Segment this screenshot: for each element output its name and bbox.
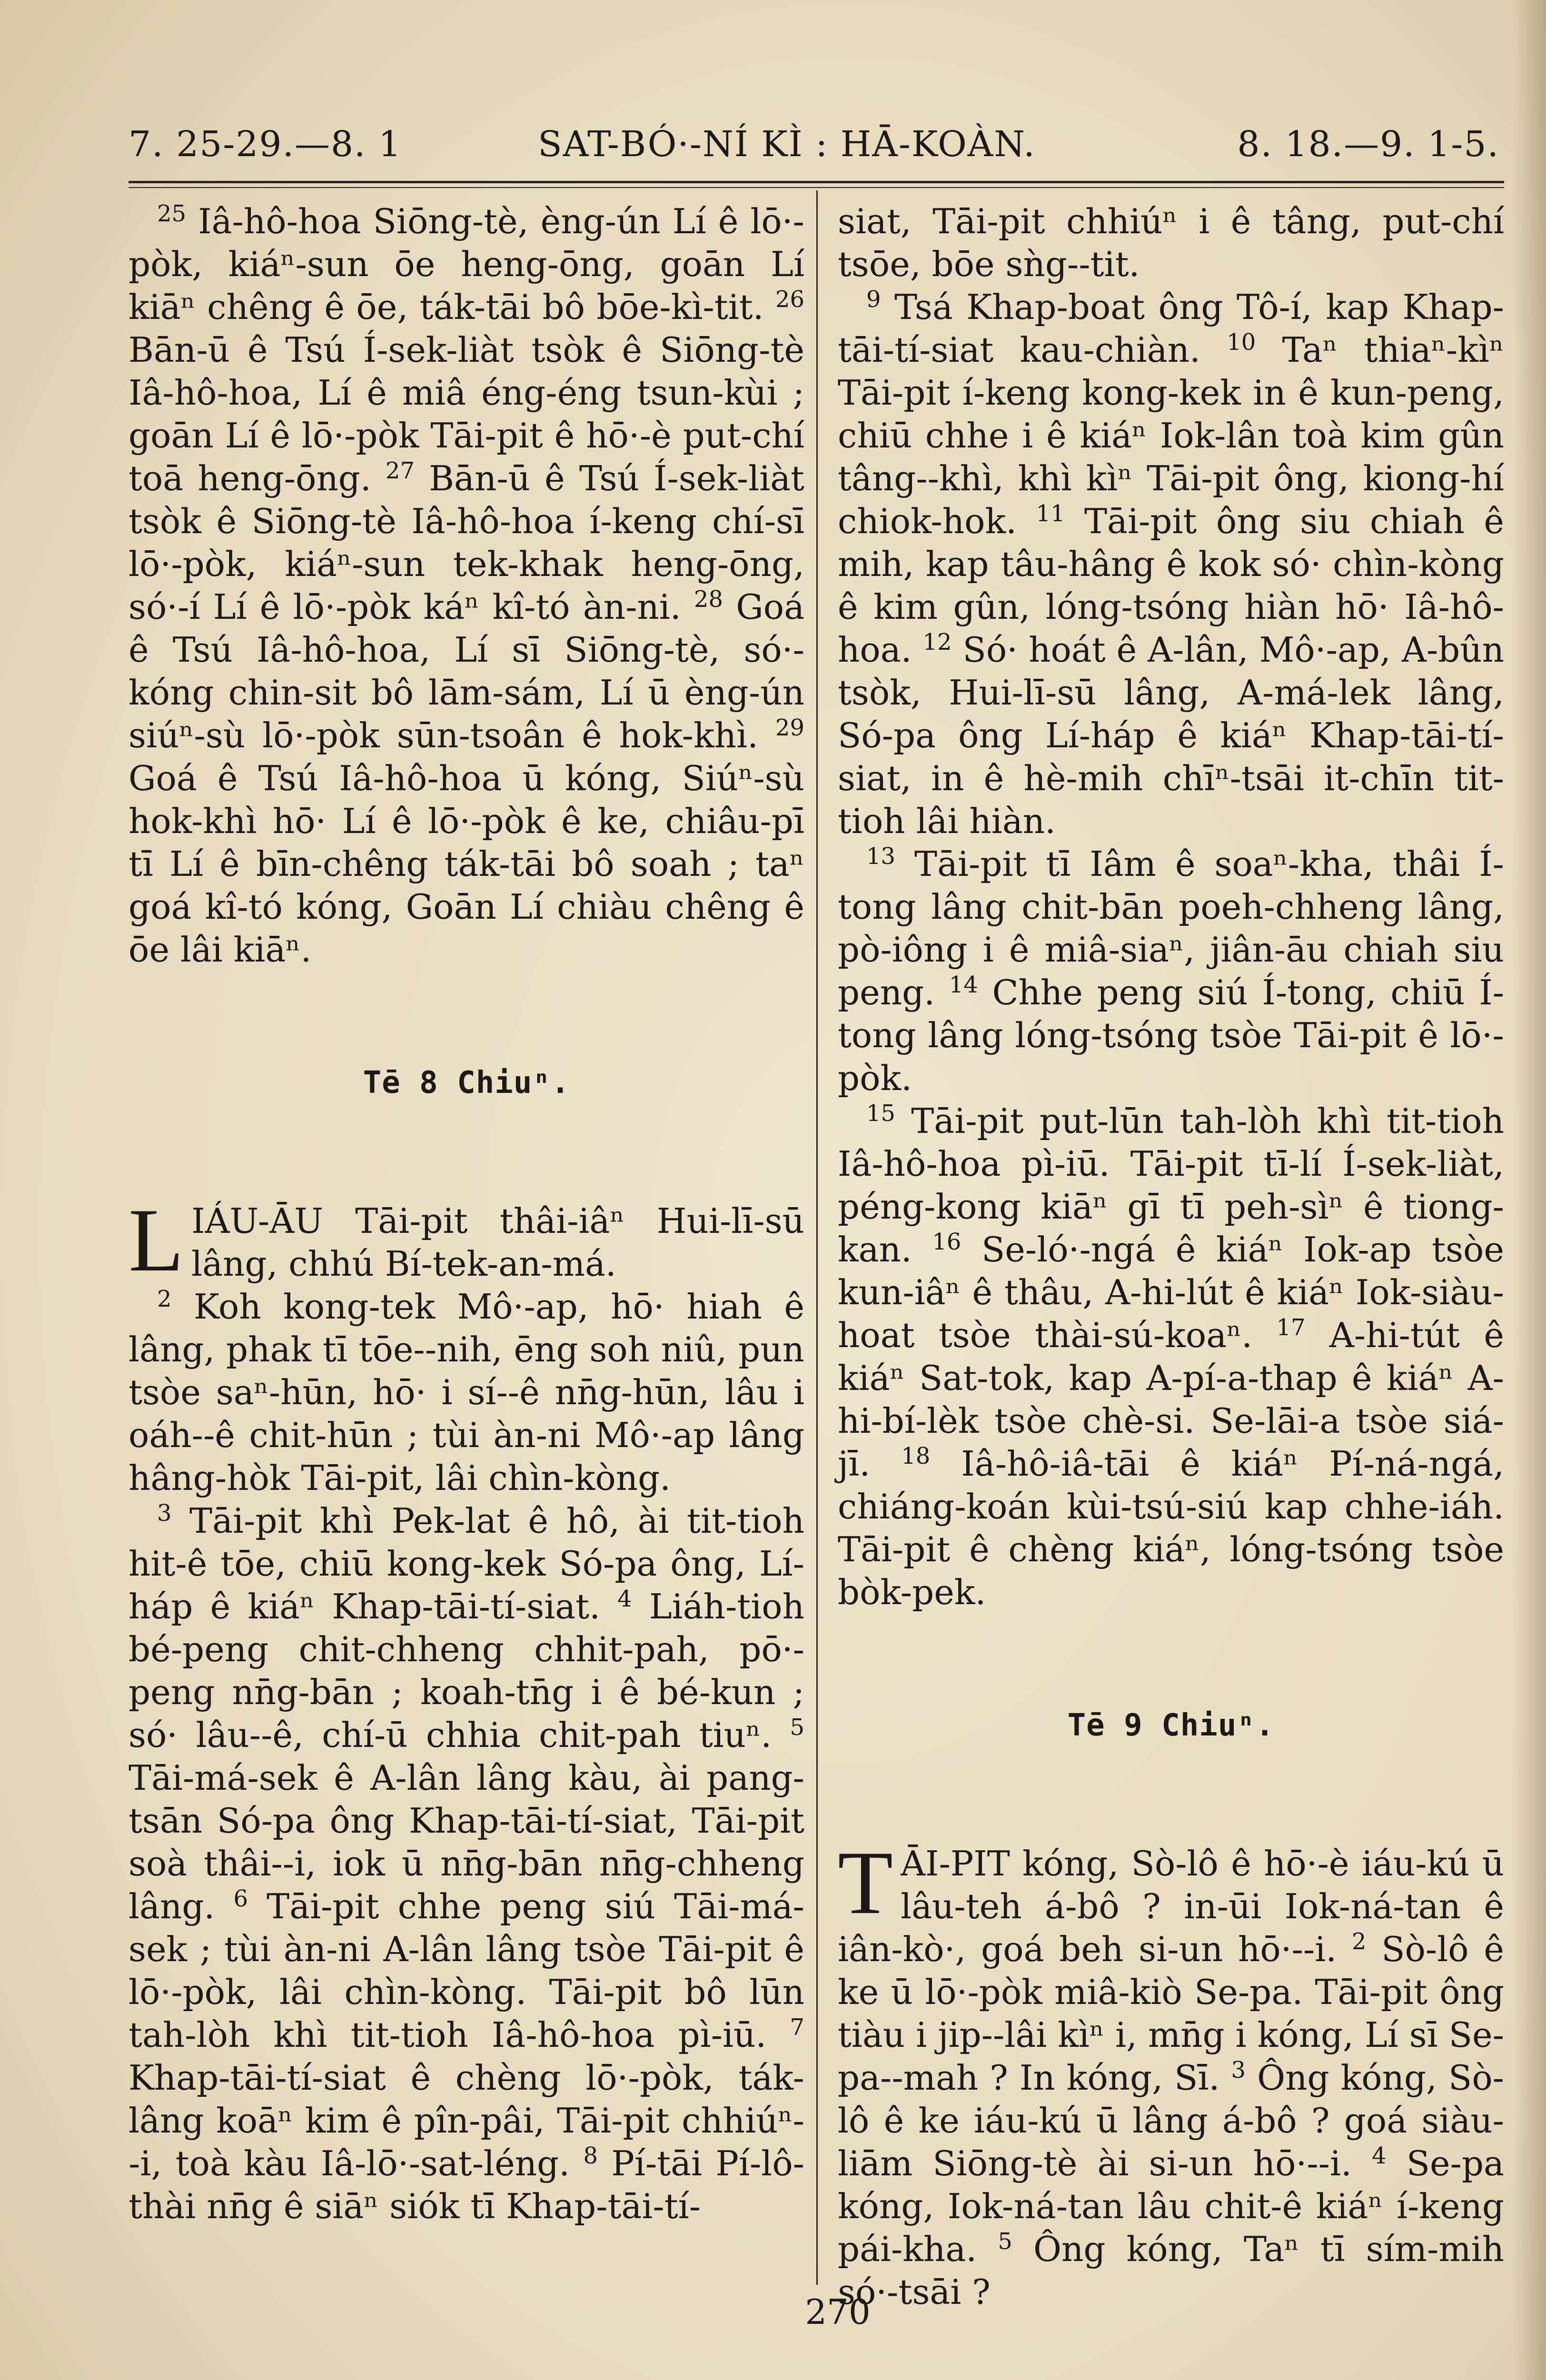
paragraph-8-3-8 <box>129 1499 804 2228</box>
verse-number: 26 <box>775 286 804 313</box>
verse-text: Ông kóng, Sò-lô ê ke iáu-kú ū lâng á-bô ? goá siàu-liām Siōng-tè ài si-un hō·--i. <box>838 2058 1504 2183</box>
verse-text: Tāi-pit khì Pek-lat ê hô, ài tit-tioh hit-ê tōe, chiū kong-kek Só-pa ông, Lí-háp ê kiáⁿ Khap-tāi-tí-siat. <box>129 1501 804 1626</box>
left-column <box>129 200 804 2228</box>
right-column <box>838 200 1504 2313</box>
verse-text: Tsá Khap-boat ông Tô-í, kap Khap-tāi-tí-siat kau-chiàn. <box>838 287 1504 370</box>
verse-number: 8 <box>583 2142 598 2169</box>
verse-text: Bān-ū ê Tsú Í-sek-liàt tsòk ê Siōng-tè Iâ-hô-hoa í-keng chí-sī lō·-pòk, kiáⁿ-sun tek-khak heng-ōng, só·-í Lí ê lō·-pòk káⁿ kî-tó àn-ni. <box>129 458 804 627</box>
header-right-ref: 8. 18.—9. 1-5. <box>1237 124 1499 165</box>
verse-number: 3 <box>1231 2057 1246 2083</box>
chapter-9-verse-1 <box>838 1833 1504 2313</box>
verse-text: Tāi-pit tī Iâm ê soaⁿ-kha, thâi Í-tong lâng chit-bān poeh-chheng lâng, pò-iông i ê miâ-siaⁿ, jiân-āu chiah siu peng. <box>838 844 1504 1012</box>
verse-text: Liáh-tioh bé-peng chit-chheng chhit-pah, pō·-peng nn̄g-bān ; koah-tn̄g i ê bé-kun ; só· lâu--ê, chí-ū chhia chit-pah tiuⁿ. <box>129 1587 804 1755</box>
verse-number: 25 <box>157 200 187 227</box>
verse-number: 6 <box>233 1885 248 1912</box>
verse-number: 5 <box>790 1714 804 1741</box>
verse-text: Iâ-hô-hoa Siōng-tè, èng-ún Lí ê lō·-pòk, kiáⁿ-sun ōe heng-ōng, goān Lí kiāⁿ chêng ê ōe, ták-tāi bô bōe-kì-tit. <box>129 201 804 327</box>
verse-number: 13 <box>866 843 896 870</box>
verse-number: 15 <box>866 1100 896 1127</box>
verse-number: 10 <box>1227 329 1256 356</box>
verse-number: 11 <box>1036 500 1065 527</box>
verse-number: 17 <box>1276 1314 1306 1341</box>
dropcap-letter: L <box>129 1190 184 1290</box>
chapter-8-verse-1 <box>129 1190 804 1290</box>
continuation-text: siat, Tāi-pit chhiúⁿ i ê tâng, put-chí tsōe, bōe sǹg--tit. <box>838 201 1504 284</box>
verse-number: 12 <box>922 629 952 655</box>
header-left-ref: 7. 25-29.—8. 1 <box>129 124 402 165</box>
verse-text: Chhe peng siú Í-tong, chiū Í-tong lâng lóng-tsóng tsòe Tāi-pit ê lō·-pòk. <box>838 972 1505 1098</box>
paragraph-7-25-29 <box>129 200 804 971</box>
verse-text: A-hi-tút ê kiáⁿ Sat-tok, kap A-pí-a-thap ê kiáⁿ A-hi-bí-lèk tsòe chè-si. Se-lāi-a tsòe siá-jī. <box>838 1315 1505 1484</box>
verse-number: 28 <box>694 586 723 613</box>
verse-text: ĀI-PIT kóng, Sò-lô ê hō·-è iáu-kú ū lâu-teh á-bô ? in-ūi Iok-ná-tan ê iân-kò·, goá beh si-un hō·--i. <box>838 1844 1504 1969</box>
verse-text: Ông kóng, Taⁿ tī sím-mih só·-tsāi ? <box>838 2229 1504 2312</box>
running-header <box>129 114 1499 171</box>
header-rule-thin <box>129 187 1504 188</box>
verse-text: Goá ê Tsú Iâ-hô-hoa, Lí sī Siōng-tè, só·-kóng chin-sit bô lām-sám, Lí ū èng-ún siúⁿ-sù lō·-pòk sūn-tsoân ê hok-khì. <box>129 587 804 755</box>
verse-text: Koh kong-tek Mô·-ap, hō· hiah ê lâng, phak tī tōe--nih, ēng soh niû, pun tsòe saⁿ-hūn, hō· i sí--ê nn̄g-hūn, lâu i oáh--ê chit-hūn ; tùi àn-ni Mô·-ap lâng hâng-hòk Tāi-pit, lâi chìn-kòng. <box>129 1287 804 1498</box>
verse-number: 27 <box>385 457 415 484</box>
verse-text <box>838 1833 1504 2313</box>
verse-text: IÁU-ĀU Tāi-pit thâi-iâⁿ Hui-lī-sū lâng, chhú Bí-tek-an-má. <box>191 1201 804 1284</box>
verse-text: Tāi-má-sek ê A-lân lâng kàu, ài pang-tsān Só-pa ông Khap-tāi-tí-siat, Tāi-pit soà thâi--i, iok ū nn̄g-bān nn̄g-chheng lâng. <box>129 1758 804 1926</box>
verse-number: 7 <box>790 2014 804 2041</box>
verse-text: Se-ló·-ngá ê kiáⁿ Iok-ap tsòe kun-iâⁿ ê thâu, A-hi-lút ê kiáⁿ Iok-siàu-hoat tsòe thài-sú-koaⁿ. <box>838 1230 1504 1355</box>
verse-text: Só· hoát ê A-lân, Mô·-ap, A-bûn tsòk, Hui-lī-sū lâng, A-má-lek lâng, Só-pa ông Lí-háp ê kiáⁿ Khap-tāi-tí-siat, in ê hè-mih chīⁿ-tsāi it-chīn tit-tioh lâi hiàn. <box>838 630 1504 841</box>
verse-number: 2 <box>157 1286 172 1312</box>
verse-text: Bān-ū ê Tsú Í-sek-liàt tsòk ê Siōng-tè Iâ-hô-hoa, Lí ê miâ éng-éng tsun-kùi ; goān Lí ê lō·-pòk Tāi-pit ê hō·-è put-chí toā heng-ōng. <box>129 330 804 498</box>
verse-text: Se-pa kóng, Iok-ná-tan lâu chit-ê kiáⁿ í-keng pái-kha. <box>838 2143 1504 2269</box>
dropcap-letter: T <box>838 1833 893 1933</box>
verse-number: 5 <box>998 2228 1012 2255</box>
paragraph-8-2 <box>129 1285 804 1499</box>
verse-text: Taⁿ thiaⁿ-kìⁿ Tāi-pit í-keng kong-kek in ê kun-peng, chiū chhe i ê kiáⁿ Iok-lân toà kim gûn tâng--khì, khì kìⁿ Tāi-pit ông, kiong-hí chiok-hok. <box>838 330 1504 541</box>
verse-text: Tāi-pit ông siu chiah ê mih, kap tâu-hâng ê kok só· chìn-kòng ê kim gûn, lóng-tsóng hiàn hō· Iâ-hô-hoa. <box>838 501 1504 670</box>
paragraph-8-13-14 <box>838 843 1504 1100</box>
column-divider <box>816 190 818 2285</box>
verse-number: 4 <box>617 1586 632 1612</box>
verse-number: 16 <box>932 1229 961 1255</box>
page-number: 270 <box>805 2292 871 2332</box>
verse-number: 18 <box>901 1443 931 1469</box>
verse-number: 3 <box>157 1500 172 1527</box>
page-edge-shadow <box>1513 0 1546 2380</box>
verse-number: 14 <box>949 972 978 998</box>
paragraph-8-15-18 <box>838 1100 1504 1614</box>
header-rule-thick <box>129 181 1504 183</box>
chapter-heading-9: Tē 9 Chiuⁿ. <box>1067 1708 1275 1743</box>
verse-text: Tāi-pit chhe peng siú Tāi-má-sek ; tùi àn-ni A-lân lâng tsòe Tāi-pit ê lō·-pòk, lâi chìn-kòng. Tāi-pit bô lūn tah-lòh khì tit-tioh Iâ-hô-hoa pì-iū. <box>129 1886 804 2055</box>
verse-text: Goá ê Tsú Iâ-hô-hoa ū kóng, Siúⁿ-sù hok-khì hō· Lí ê lō·-pòk ê ke, chiâu-pī tī Lí ê bīn-chêng ták-tāi bô soah ; taⁿ goá kî-tó kóng, Goān Lí chiàu chêng ê ōe lâi kiāⁿ. <box>129 758 804 970</box>
verse-text: Iâ-hô-iâ-tāi ê kiáⁿ Pí-ná-ngá, chiáng-koán kùi-tsú-siú kap chhe-iáh. Tāi-pit ê chèng kiáⁿ, lóng-tsóng tsòe bòk-pek. <box>838 1444 1504 1612</box>
header-title: SAT-BÓ·-NÍ KÌ : HĀ-KOÀN. <box>538 124 1036 165</box>
verse-number: 29 <box>775 714 804 741</box>
verse-number: 2 <box>1351 1928 1367 1955</box>
verse-text: Khap-tāi-tí-siat ê chèng lō·-pòk, ták-lâng koāⁿ kim ê pîn-pâi, Tāi-pit chhiúⁿ--i, toà kàu Iâ-lō·-sat-léng. <box>129 2058 804 2183</box>
verse-text: Tāi-pit put-lūn tah-lòh khì tit-tioh Iâ-hô-hoa pì-iū. Tāi-pit tī-lí Í-sek-liàt, péng-kong kiāⁿ gī tī peh-sìⁿ ê tiong-kan. <box>838 1101 1504 1269</box>
verse-text: Sò-lô ê ke ū lō·-pòk miâ-kiò Se-pa. Tāi-pit ông tiàu i jip--lâi kìⁿ i, mn̄g i kóng, Lí sī Se-pa--mah ? In kóng, Sī. <box>838 1929 1504 2098</box>
verse-text: Pí-tāi Pí-lô-thài nn̄g ê siāⁿ siók tī Khap-tāi-tí- <box>129 2143 805 2226</box>
verse-number: 4 <box>1372 2142 1387 2169</box>
verse-number: 9 <box>866 286 881 313</box>
chapter-heading-8: Tē 8 Chiuⁿ. <box>363 1065 570 1101</box>
paragraph-8-9-12 <box>838 286 1504 843</box>
